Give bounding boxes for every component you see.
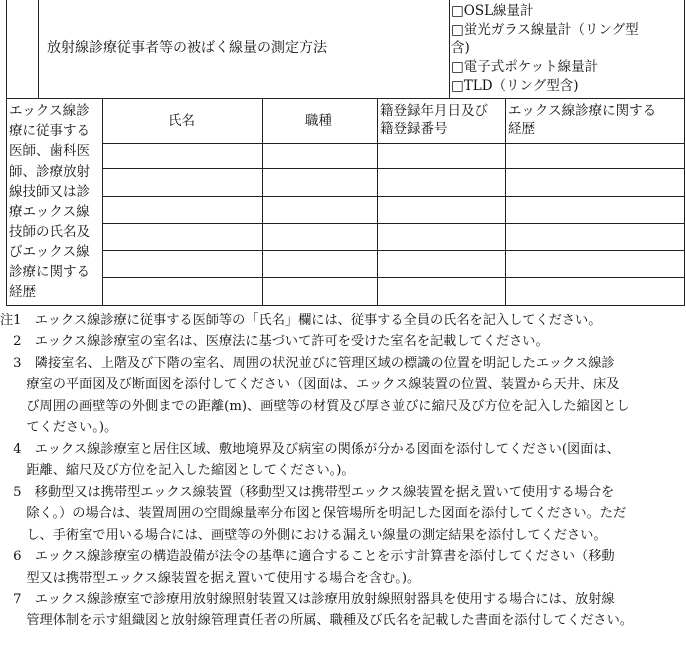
top-options-border	[449, 0, 450, 98]
option-glass-1: □蛍光ガラス線量計（リング型	[451, 22, 639, 38]
col-divider	[102, 98, 103, 306]
top-right-border	[684, 0, 685, 98]
note-line: 距離、縮尺及び方位を記入した縮図としてください。)。	[0, 463, 355, 478]
note-line: 5 移動型又は携帯型エックス線装置（移動型又は携帯型エックス線装置を据え置いて使用する場合を	[0, 485, 615, 500]
row-line	[102, 250, 685, 251]
note-line: 6 エックス線診療室の構造設備が法令の基準に適合することを示す計算書を添付してください（移動	[0, 549, 615, 564]
note-line: てください。)。	[0, 420, 118, 435]
col-divider	[377, 98, 378, 306]
col-header-career-2: 経歴	[508, 121, 535, 137]
note-line: 7 エックス線診療室で診療用放射線照射装置又は診療用放射線照射器具を使用する場合には、放射線	[0, 592, 615, 607]
col-header-name: 氏名	[168, 113, 195, 129]
note-line: 除く。）の場合は、装置周囲の空間線量率分布図と保管場所を明記した図面を添付してください。ただ	[0, 506, 627, 521]
note-line: 型又は携帯型エックス線装置を据え置いて使用する場合を含む。)。	[0, 571, 421, 586]
col-header-registration: 籍登録年月日及び	[380, 103, 488, 119]
option-glass-2: 含)	[451, 40, 470, 56]
col-divider	[262, 98, 263, 306]
col-header-registration-2: 籍登録番号	[380, 121, 448, 137]
option-osl: □OSL線量計	[451, 3, 534, 19]
col-header-career: エックス線診療に関する	[508, 103, 657, 119]
row-header-line: 療に従事する	[9, 123, 90, 139]
row-line	[102, 223, 685, 224]
note-line: し、手術室で用いる場合には、画壁等の外側における漏えい線量の測定結果を添付してください。	[0, 528, 607, 543]
row-header-line: 技師の氏名及	[9, 224, 90, 240]
note-line: 療室の平面図及び断面図を添付してください（図面は、エックス線装置の位置、装置から天井、床及	[0, 377, 620, 392]
option-tld: □TLD（リング型含)	[451, 78, 579, 94]
row-header-line: エックス線診	[9, 103, 90, 119]
table-bottom-border	[6, 305, 685, 306]
row-header-line: 師、診療放射	[9, 164, 90, 180]
row-line	[102, 277, 685, 278]
dosimetry-label: 放射線診療従事者等の被ばく線量の測定方法	[47, 40, 327, 56]
note-line: 注1 エックス線診療に従事する医師等の「氏名」欄には、従事する全員の氏名を記入してください。	[0, 313, 602, 328]
row-header-line: 療エックス線	[9, 204, 90, 220]
row-header-line: びエックス線	[9, 244, 90, 260]
row-header-line: 線技師又は診	[9, 184, 90, 200]
row-line	[102, 196, 685, 197]
header-bottom-border	[102, 143, 685, 144]
table-right-border	[684, 98, 685, 306]
row-line	[102, 168, 685, 169]
note-line: び周囲の画壁等の外側までの距離(m)、画壁等の材質及び厚さ並びに縮尺及び方位を記入した縮図とし	[0, 399, 630, 414]
row-header-line: 診療に関する	[9, 264, 90, 280]
col-divider	[505, 98, 506, 306]
col-header-job: 職種	[305, 113, 332, 129]
top-inner-border	[38, 0, 39, 98]
option-pocket: □電子式ポケット線量計	[451, 59, 599, 75]
table-left-border	[6, 98, 7, 306]
top-left-border	[6, 0, 7, 98]
row-header-line: 経歴	[9, 284, 36, 300]
table-top-border	[6, 98, 685, 99]
row-header-line: 医師、歯科医	[9, 143, 90, 159]
note-line: 4 エックス線診療室と居住区域、敷地境界及び病室の関係が分かる図面を添付してください(図面は、	[0, 442, 620, 457]
note-line: 3 隣接室名、上階及び下階の室名、周囲の状況並びに管理区域の標識の位置を明記したエックス線診	[0, 356, 615, 371]
note-line: 管理体制を示す組織図と放射線管理責任者の所属、職種及び氏名を記載した書面を添付してください。	[0, 613, 633, 628]
note-line: 2 エックス線診療室の室名は、医療法に基づいて許可を受けた室名を記載してください。	[0, 334, 549, 349]
